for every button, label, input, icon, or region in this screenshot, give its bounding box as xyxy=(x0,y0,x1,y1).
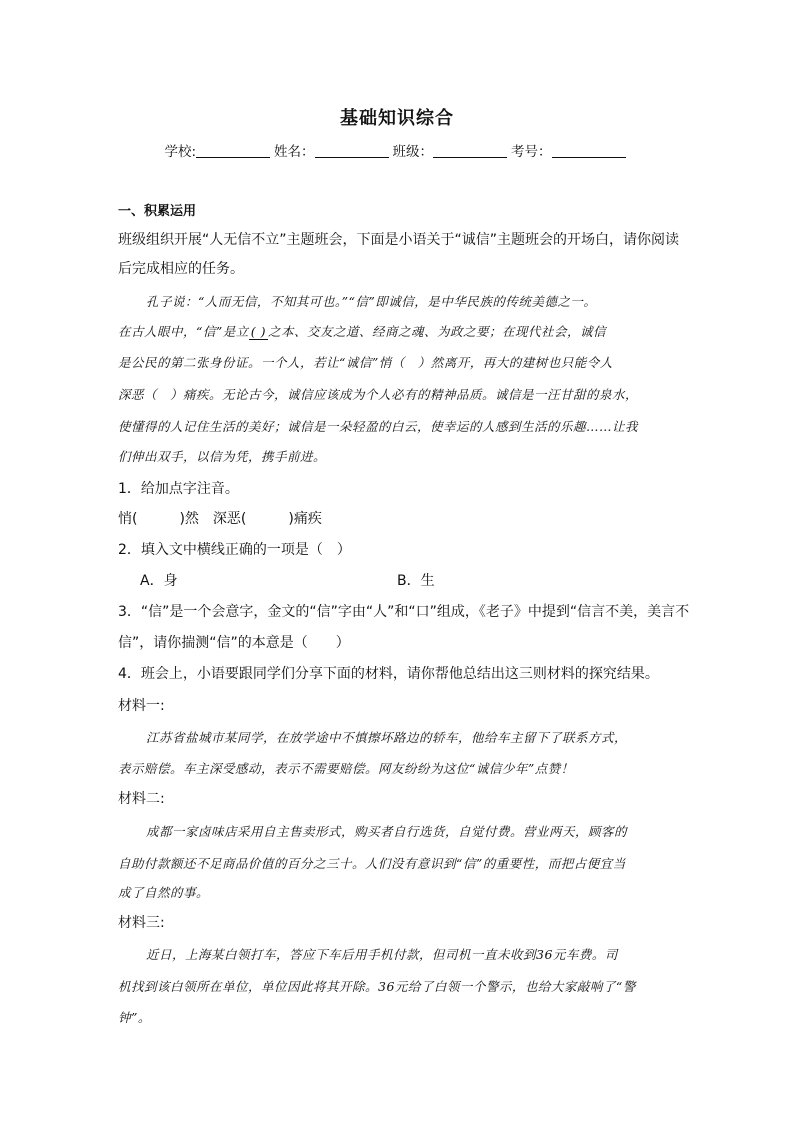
material-2-line-3: 成了自然的事。 xyxy=(118,885,210,900)
name-label: 姓名： xyxy=(274,144,315,160)
id-label: 考号： xyxy=(511,144,552,160)
passage-line-2-b: 之本、交友之道、经商之魂、为政之要；在现代社会，诚信 xyxy=(268,324,607,339)
passage-line-5: 使懂得的人记住生活的美好；诚信是一朵轻盈的白云，使幸运的人感到生活的乐趣……让我 xyxy=(118,419,639,434)
passage-line-1: 孔子说：“人而无信，不知其可也。”“信”即诚信，是中华民族的传统美德之一。 xyxy=(146,294,597,309)
class-blank[interactable] xyxy=(433,143,507,158)
school-label: 学校: xyxy=(164,144,197,160)
question-1-answer: 悄( )然 深恶( )痛疾 xyxy=(118,511,322,527)
class-label: 班级： xyxy=(392,144,434,160)
passage-line-3: 是公民的第二张身份证。一个人，若让“诚信”悄（ ）然离开，再大的建树也只能令人 xyxy=(118,355,613,370)
material-3-line-3: 钟”。 xyxy=(118,1010,151,1025)
question-2-option-b: B．生 xyxy=(397,573,435,589)
material-2-line-2: 自助付款额还不足商品价值的百分之三十。人们没有意识到“信”的重要性，而把占便宜当 xyxy=(118,856,626,871)
passage-blank: ( ) xyxy=(250,324,267,339)
name-blank[interactable] xyxy=(315,143,389,158)
material-1-line-1: 江苏省盐城市某同学，在放学途中不慎擦坏路边的轿车，他给车主留下了联系方式， xyxy=(146,730,628,745)
material-3-label: 材料三: xyxy=(118,915,165,931)
question-3-line-2: 信”，请你揣测“信”的本意是（ ） xyxy=(118,635,350,651)
question-2: 2．填入文中横线正确的一项是（ ） xyxy=(118,542,351,558)
student-info-line xyxy=(0,140,794,160)
question-2-option-a: A．身 xyxy=(140,573,178,589)
material-1-line-2: 表示赔偿。车主深受感动，表示不需要赔偿。网友纷纷为这位“诚信少年”点赞！ xyxy=(118,761,574,776)
section-header: 一、积累运用 xyxy=(118,204,197,219)
question-3-line-1: 3．“信”是一个会意字，金文的“信”字由“人”和“口”组成，《老子》中提到“信言不美，美言不 xyxy=(118,604,690,620)
page-title: 基础知识综合 xyxy=(340,108,454,129)
material-2-line-1: 成都一家卤味店采用自主售卖形式，购买者自行选货，自觉付费。营业两天，顾客的 xyxy=(146,824,628,839)
passage-line-2 xyxy=(118,323,606,341)
question-4: 4．班会上，小语要跟同学们分享下面的材料，请你帮他总结出这三则材料的探究结果。 xyxy=(118,666,659,682)
question-1: 1．给加点字注音。 xyxy=(118,481,239,497)
passage-line-4: 深恶（ ）痛疾。无论古今，诚信应该成为个人必有的精神品质。诚信是一汪甘甜的泉水， xyxy=(118,387,639,402)
material-3-line-1: 近日，上海某白领打车，答应下车后用手机付款，但司机一直未收到36元车费。司 xyxy=(146,947,618,962)
material-3-line-2: 机找到该白领所在单位，单位因此将其开除。36元给了白领一个警示，也给大家敲响了“警 xyxy=(118,979,636,994)
material-2-label: 材料二: xyxy=(118,791,165,807)
intro-line-1: 班级组织开展“人无信不立”主题班会，下面是小语关于“诚信”主题班会的开场白，请你阅读 xyxy=(118,232,680,248)
passage-line-6: 们伸出双手，以信为凭，携手前进。 xyxy=(118,449,327,464)
id-blank[interactable] xyxy=(552,143,626,158)
intro-line-2: 后完成相应的任务。 xyxy=(118,261,244,277)
material-1-label: 材料一: xyxy=(118,698,165,714)
passage-line-2-a: 在古人眼中，“信”是立 xyxy=(118,324,249,339)
school-blank[interactable] xyxy=(196,143,270,158)
